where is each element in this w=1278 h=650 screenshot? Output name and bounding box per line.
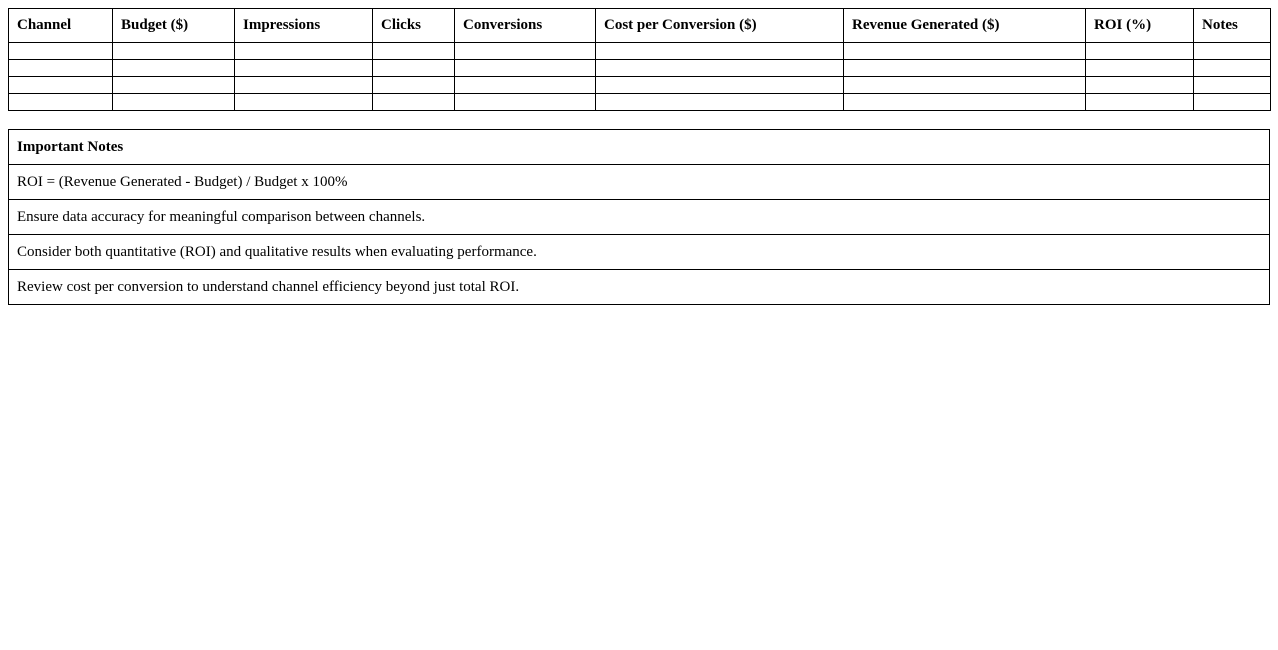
table-cell[interactable] [9, 60, 113, 77]
table-cell[interactable] [455, 77, 596, 94]
table-cell[interactable] [113, 77, 235, 94]
table-cell[interactable] [235, 77, 373, 94]
table-row [9, 77, 1271, 94]
table-cell[interactable] [113, 94, 235, 111]
column-header-notes: Notes [1194, 9, 1271, 43]
table-cell[interactable] [455, 94, 596, 111]
column-header-budget: Budget ($) [113, 9, 235, 43]
table-cell[interactable] [844, 94, 1086, 111]
notes-heading: Important Notes [9, 130, 1270, 165]
table-cell[interactable] [235, 60, 373, 77]
table-cell[interactable] [373, 60, 455, 77]
table-cell[interactable] [9, 94, 113, 111]
channel-performance-table [8, 8, 1271, 111]
table-cell[interactable] [596, 94, 844, 111]
table-header-row [9, 9, 1271, 43]
table-cell[interactable] [373, 77, 455, 94]
table-cell[interactable] [455, 60, 596, 77]
note-data-accuracy: Ensure data accuracy for meaningful comparison between channels. [9, 200, 1270, 235]
table-cell[interactable] [113, 60, 235, 77]
table-cell[interactable] [844, 60, 1086, 77]
note-cost-per-conversion: Review cost per conversion to understand channel efficiency beyond just total ROI. [9, 270, 1270, 305]
column-header-impressions: Impressions [235, 9, 373, 43]
table-cell[interactable] [1086, 94, 1194, 111]
table-cell[interactable] [1194, 77, 1271, 94]
table-cell[interactable] [9, 43, 113, 60]
list-item [9, 165, 1270, 200]
table-cell[interactable] [1086, 77, 1194, 94]
table-cell[interactable] [113, 43, 235, 60]
table-cell[interactable] [235, 43, 373, 60]
important-notes-table [8, 129, 1270, 305]
table-cell[interactable] [1086, 60, 1194, 77]
table-cell[interactable] [1194, 94, 1271, 111]
table-cell[interactable] [596, 77, 844, 94]
table-cell[interactable] [1194, 43, 1271, 60]
column-header-revenue-generated: Revenue Generated ($) [844, 9, 1086, 43]
table-cell[interactable] [596, 43, 844, 60]
table-cell[interactable] [235, 94, 373, 111]
table-cell[interactable] [1086, 43, 1194, 60]
table-row [9, 94, 1271, 111]
table-row [9, 60, 1271, 77]
table-cell[interactable] [844, 43, 1086, 60]
list-item [9, 235, 1270, 270]
list-item [9, 200, 1270, 235]
table-cell[interactable] [455, 43, 596, 60]
list-item [9, 270, 1270, 305]
note-quantitative-qualitative: Consider both quantitative (ROI) and qualitative results when evaluating performance. [9, 235, 1270, 270]
table-cell[interactable] [373, 43, 455, 60]
column-header-channel: Channel [9, 9, 113, 43]
table-cell[interactable] [596, 60, 844, 77]
table-cell[interactable] [844, 77, 1086, 94]
table-cell[interactable] [1194, 60, 1271, 77]
column-header-roi: ROI (%) [1086, 9, 1194, 43]
note-roi-formula: ROI = (Revenue Generated - Budget) / Budget x 100% [9, 165, 1270, 200]
table-cell[interactable] [9, 77, 113, 94]
table-cell[interactable] [373, 94, 455, 111]
document-page [0, 0, 1278, 305]
table-row [9, 43, 1271, 60]
column-header-conversions: Conversions [455, 9, 596, 43]
column-header-clicks: Clicks [373, 9, 455, 43]
column-header-cost-per-conversion: Cost per Conversion ($) [596, 9, 844, 43]
notes-heading-row [9, 130, 1270, 165]
